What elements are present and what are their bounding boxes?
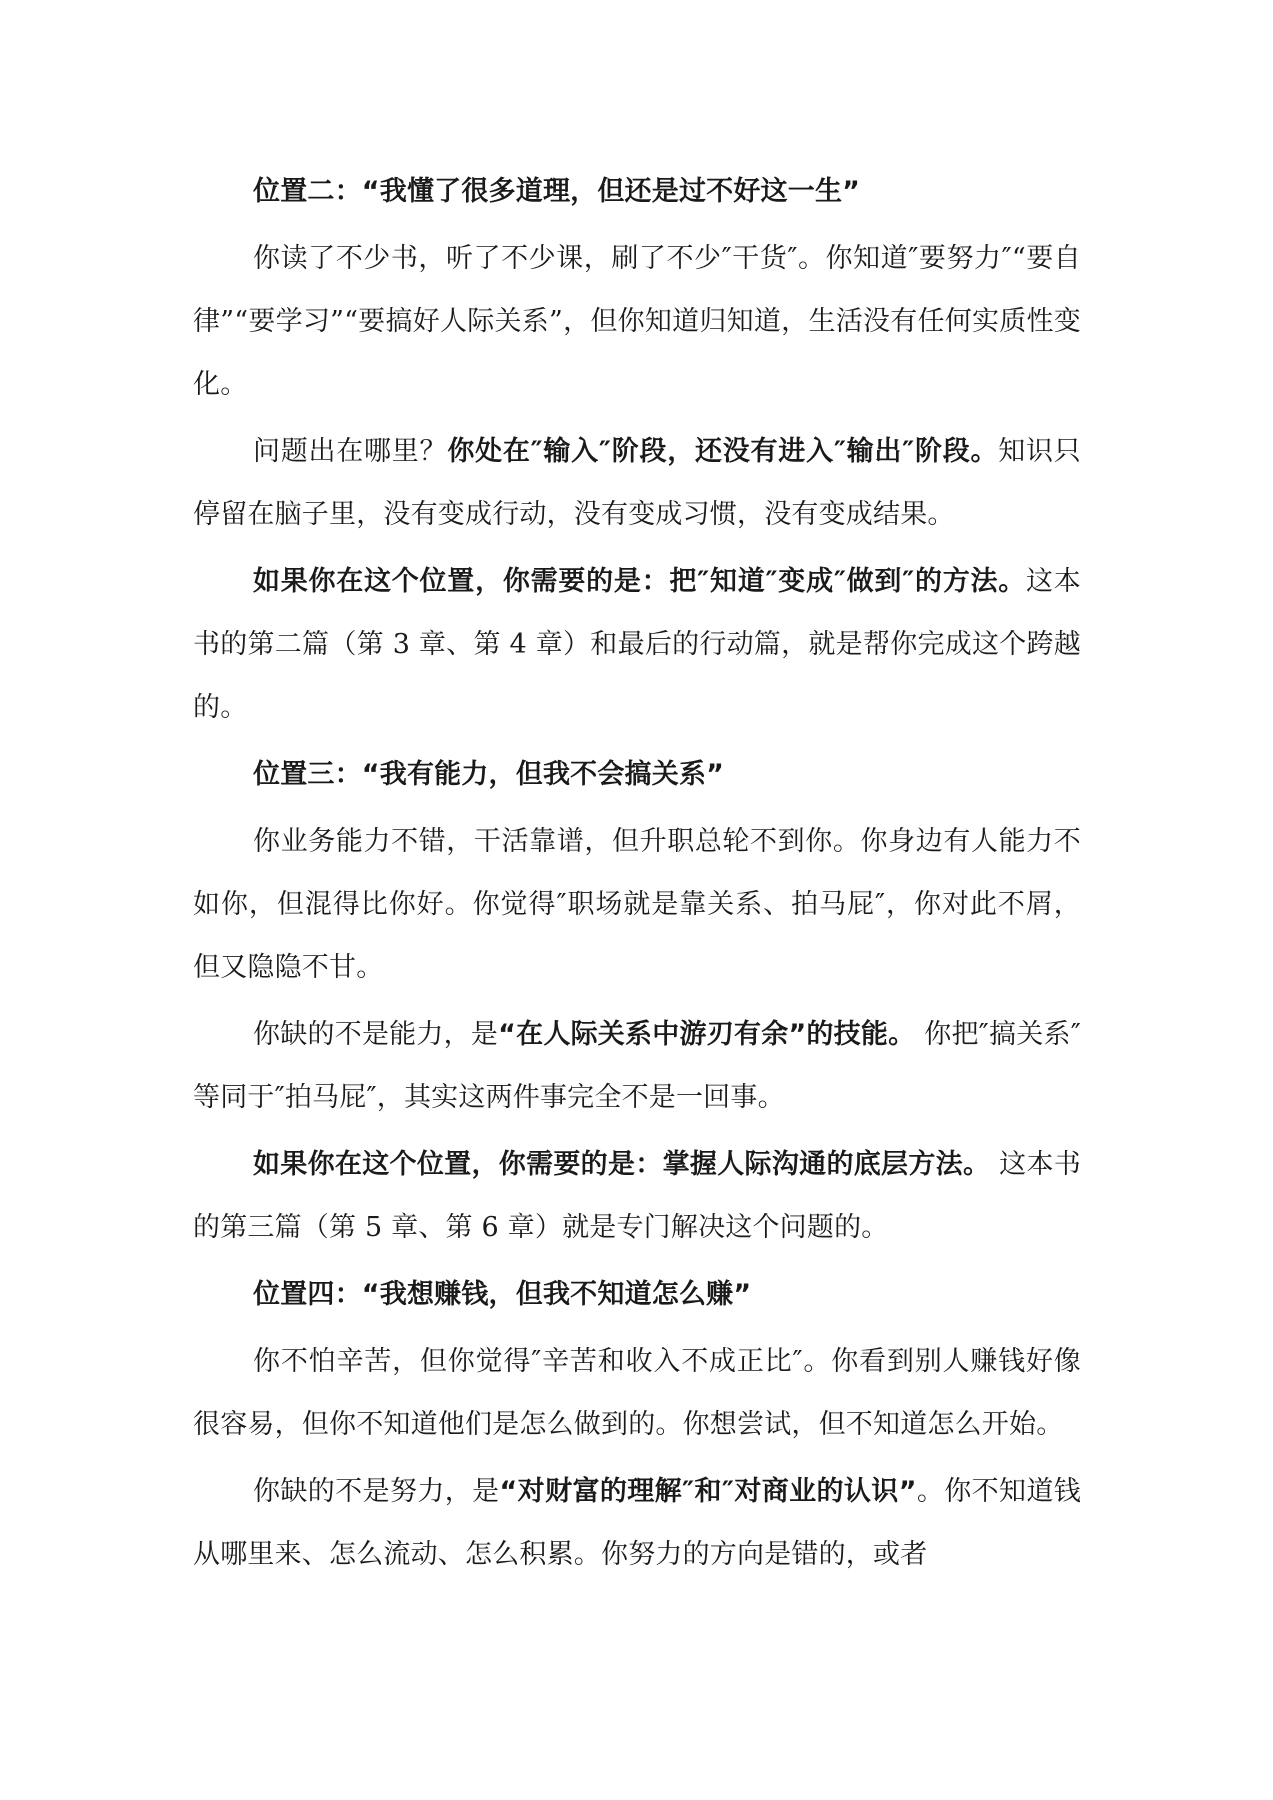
text-run: 你把″搞关系″等同于″拍马屁″，其实这两件事完全不是一回事。 <box>193 1019 1081 1113</box>
bold-text-run: 如果你在这个位置，你需要的是：掌握人际沟通的底层方法。 <box>253 1149 991 1180</box>
bold-text-run: 如果你在这个位置，你需要的是：把″知道″变成″做到″的方法。 <box>253 566 1027 597</box>
paragraph: 你读了不少书，听了不少课，刷了不少″干货″。你知道″要努力″“要自律”“要学习”“要搞好人际关系”，但你知道归知道，生活没有任何实质性变化。 <box>193 243 1081 400</box>
paragraph <box>193 1003 1081 1129</box>
paragraph <box>193 420 1081 546</box>
bold-text-run: 你处在″输入″阶段，还没有进入″输出″阶段。 <box>447 436 999 467</box>
section-heading-position-four: 位置四：“我想赚钱，但我不知道怎么赚” <box>253 1279 752 1310</box>
text-run: 知识只停留在脑子里，没有变成行动，没有变成习惯，没有变成结果。 <box>193 436 1081 530</box>
section-heading-position-two: 位置二：“我懂了很多道理，但还是过不好这一生” <box>253 176 861 207</box>
paragraph <box>193 1133 1081 1259</box>
document-body <box>193 160 1081 1590</box>
paragraph <box>193 550 1081 739</box>
bold-text-run: “在人际关系中游刃有余”的技能。 <box>498 1019 916 1050</box>
bold-text-run: “对财富的理解″和″对商业的认识” <box>499 1476 917 1507</box>
section-heading-position-three: 位置三：“我有能力，但我不会搞关系” <box>253 759 725 790</box>
text-run: 问题出在哪里？ <box>253 436 448 467</box>
paragraph <box>193 1460 1081 1586</box>
text-run: 你缺的不是能力，是 <box>253 1019 499 1050</box>
text-run: 这本书的第三篇（第 5 章、第 6 章）就是专门解决这个问题的。 <box>193 1149 1081 1243</box>
text-run: 。你不知道钱从哪里来、怎么流动、怎么积累。你努力的方向是错的，或者 <box>193 1476 1082 1570</box>
text-run: 你缺的不是努力，是 <box>253 1476 500 1507</box>
paragraph: 你不怕辛苦，但你觉得″辛苦和收入不成正比″。你看到别人赚钱好像很容易，但你不知道他们是怎么做到的。你想尝试，但不知道怎么开始。 <box>193 1346 1081 1440</box>
paragraph: 你业务能力不错，干活靠谱，但升职总轮不到你。你身边有人能力不如你，但混得比你好。你觉得″职场就是靠关系、拍马屁″，你对此不屑，但又隐隐不甘。 <box>193 826 1081 983</box>
text-run: 这本书的第二篇（第 3 章、第 4 章）和最后的行动篇，就是帮你完成这个跨越的。 <box>193 566 1081 723</box>
